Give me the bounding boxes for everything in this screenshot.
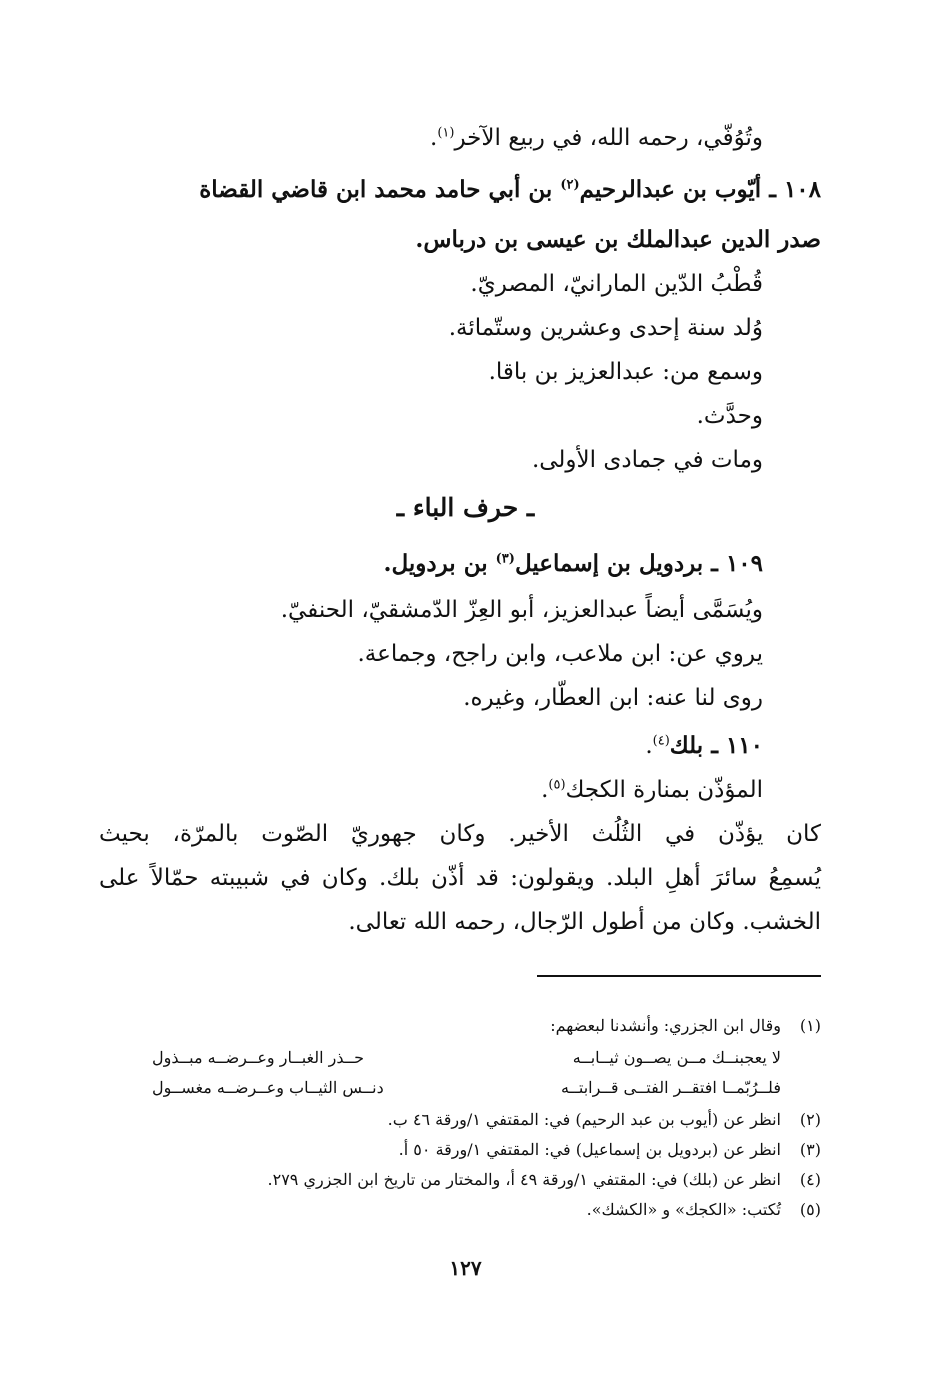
entry-109-narrates: يروي عن: ابن ملاعب، وابن راجح، وجماعة. (357, 641, 763, 667)
footnote-mark[interactable]: (٣) (495, 551, 515, 567)
entry-108-teachers: وسمع من: عبدالعزيز بن باقا. (488, 359, 763, 385)
entry-109-title (383, 548, 763, 580)
line-end: . (430, 125, 438, 151)
footnote-text: تُكتب: «الكجك» و «الكشك». (586, 1200, 781, 1219)
footnote-3 (99, 1138, 821, 1162)
page-number: ١٢٧ (449, 1256, 482, 1280)
entry-108-title-cont: صدر الدين عبدالملك بن عيسى بن درباس. (415, 226, 821, 253)
entry-108-laqab: قُطْبُ الدّين المارانيّ، المصريّ. (470, 271, 763, 297)
verse-1-second-hemistich: حــذر الغبــار وعــرضــه مبــذول (152, 1048, 365, 1067)
entry-109-alias: ويُسَمَّى أيضاً عبدالعزيز، أبو العِزّ الدّمشقيّ، الحنفيّ. (280, 597, 763, 623)
entry-108-lineage: بن أبي حامد محمد ابن قاضي القضاة (199, 176, 561, 203)
footnote-text: انظر عن (بلك) في: المقتفي ١/ورقة ٤٩ أ، والمختار من تاريخ ابن الجزري ٢٧٩. (267, 1170, 781, 1189)
text-line (430, 122, 763, 154)
footnote-number: (٥) (799, 1200, 821, 1219)
footnote-mark[interactable]: (٢) (560, 177, 580, 193)
entry-109-name: ١٠٩ ـ بردويل بن إسماعيل (514, 550, 763, 577)
footnote-5 (99, 1198, 821, 1222)
entry-109-lineage: بن بردويل. (383, 550, 496, 577)
entry-109-students: روى لنا عنه: ابن العطّار، وغيره. (463, 685, 763, 711)
footnote-2 (99, 1108, 821, 1132)
footnote-divider (537, 975, 821, 977)
verse-2-first-hemistich: فلــرُبّمــا افتقــر الفتــى قــرابتــه (560, 1078, 781, 1097)
footnote-4 (99, 1168, 821, 1192)
footnote-mark[interactable]: (٥) (548, 777, 566, 793)
footnote-mark[interactable]: (٤) (652, 733, 670, 749)
line-end: . (541, 777, 549, 803)
footnote-number: (٢) (799, 1110, 821, 1129)
line-text: وتُوُفّي، رحمه الله، في ربيع الآخر (454, 125, 763, 151)
entry-110-body-3: الخشب. وكان من أطول الرّجال، رحمه الله تعالى. (348, 909, 821, 935)
entry-108-birth: وُلد سنة إحدى وعشرين وستّمائة. (448, 315, 763, 341)
section-heading: ـ حرف الباء ـ (396, 493, 535, 522)
footnote-number: (٤) (799, 1170, 821, 1189)
entry-108-death: ومات في جمادى الأولى. (531, 447, 763, 473)
footnote-text: انظر عن (بردويل بن إسماعيل) في: المقتفي ١/ورقة ٥٠ أ. (398, 1140, 781, 1159)
footnote-number: (٣) (799, 1140, 821, 1159)
entry-110-title (645, 730, 763, 762)
footnote-1 (99, 1014, 821, 1038)
entry-108-narrated: وحدَّث. (696, 403, 763, 429)
verse-2-second-hemistich: دنــس الثيــاب وعــرضــه مغســول (152, 1078, 384, 1097)
entry-108-name: ١٠٨ ـ أيّوب بن عبدالرحيم (579, 176, 821, 203)
footnote-text: وقال ابن الجزري: وأنشدنا لبعضهم: (550, 1016, 781, 1035)
footnote-text: انظر عن (أيوب بن عبد الرحيم) في: المقتفي ١/ورقة ٤٦ ب. (387, 1110, 781, 1129)
entry-110-body-2: يُسمِعُ سائرَ أهلِ البلد. ويقولون: قد أذّن بلك. وكان في شبيبته حمّالاً على (99, 865, 821, 891)
verse-1-first-hemistich: لا يعجبنــك مــن يصــون ثيــابــه (572, 1048, 781, 1067)
entry-110-body-1: كان يؤذّن في الثُلُث الأخير. وكان جهوريّ الصّوت بالمرّة، بحيث (99, 821, 821, 847)
entry-108-title (199, 174, 821, 206)
entry-110-role (541, 774, 763, 806)
footnote-mark[interactable]: (١) (437, 125, 455, 141)
entry-110-name: ١١٠ ـ بلك (669, 732, 763, 759)
footnote-number: (١) (799, 1016, 821, 1035)
line-end: . (645, 733, 653, 759)
line-text: المؤذّن بمنارة الكجك (565, 777, 763, 803)
